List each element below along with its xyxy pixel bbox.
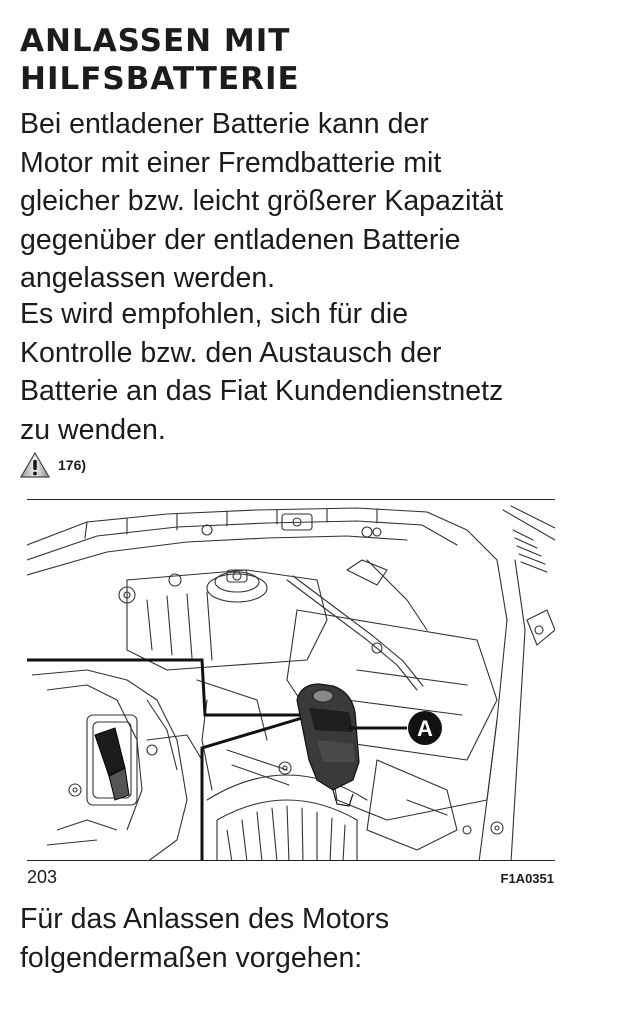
figure-code: F1A0351 — [500, 871, 554, 886]
text-line: Für das Anlassen des Motors — [20, 903, 390, 935]
paragraph-discharged-battery — [20, 105, 620, 298]
text-line: Batterie an das Fiat Kundendienstnetz — [20, 375, 504, 408]
text-line: gegenüber der entladenen Batterie — [20, 223, 461, 256]
text-line: Bei entladener Batterie kann der — [20, 108, 429, 140]
section-heading — [20, 22, 300, 98]
heading-line-1: ANLASSEN MIT — [20, 23, 291, 59]
figure-number: 203 — [27, 867, 58, 887]
text-line: gleicher bzw. leicht größerer Kapazität — [20, 185, 504, 218]
text-line: Kontrolle bzw. den Austausch der — [20, 336, 442, 369]
text-line: folgendermaßen vorgehen: — [20, 941, 363, 974]
warning-reference — [20, 450, 86, 480]
text-line: Es wird empfohlen, sich für die — [20, 298, 409, 330]
paragraph-start-procedure — [20, 900, 620, 977]
text-line: zu wenden. — [20, 413, 166, 446]
heading-line-2: HILFSBATTERIE — [20, 61, 300, 97]
engine-bay-drawing — [27, 500, 555, 861]
text-line: Motor mit einer Fremdbatterie mit — [20, 146, 442, 179]
warning-reference-number: 176) — [58, 457, 87, 473]
text-line: angelassen werden. — [20, 262, 276, 295]
callout-label-a: A — [417, 716, 433, 741]
engine-compartment-illustration — [27, 499, 555, 861]
paragraph-service-recommendation — [20, 295, 620, 449]
warning-triangle-icon — [20, 452, 50, 478]
